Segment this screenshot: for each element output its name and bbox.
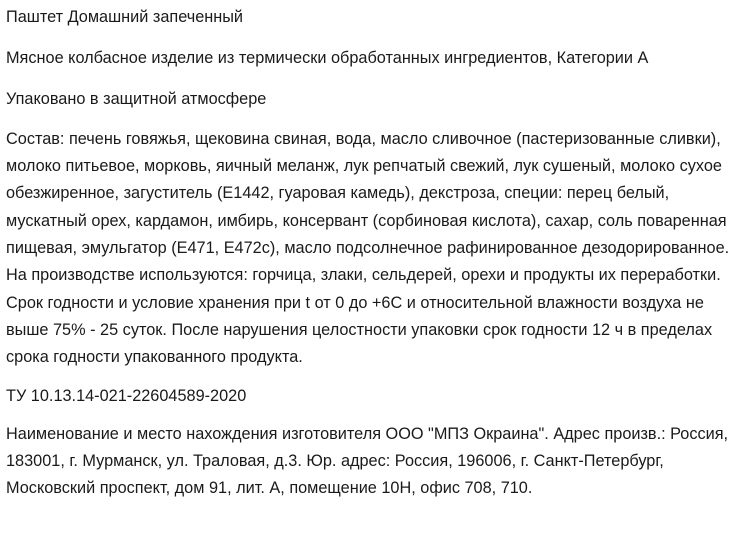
packaging-note: Упаковано в защитной атмосфере (6, 89, 267, 108)
product-category: Мясное колбасное изделие из термически обработанных ингредиентов, Категории А (6, 49, 649, 68)
manufacturer-info: Наименование и место нахождения изготовителя ООО "МПЗ Окраина". Адрес произв.: Россия, 183001, г. Мурманск, ул. Траловая, д.3. Юр. адрес: Россия, 196006, г. Санкт-Петербург, Московский проспект, дом 91, лит. А, помещение 10Н, офис 708, 710. (6, 424, 729, 498)
product-label-document (6, 4, 750, 503)
technical-specification: ТУ 10.13.14-021-22604589-2020 (6, 386, 247, 405)
composition-text: Состав: печень говяжья, щековина свиная, вода, масло сливочное (пастеризованные сливки), молоко питьевое, морковь, яичный меланж, лук репчатый свежий, лук сушеный, молоко сухое обезжиренное, загуститель (Е1442, гуаровая камедь), декстроза, специи: перец белый, мускатный орех, кардамон, имбирь, консервант (сорбиновая кислота), сахар, соль поваренная пищевая, эмульгатор (Е471, Е472с), масло подсолнечное рафинированное дезодорированное. На производстве используются: горчица, злаки, сельдерей, орехи и продукты их переработки. Срок годности и условие хранения при t от 0 до +6С и относительной влажности воздуха не выше 75% - 25 суток. После нарушения целостности упаковки срок годности 12 ч в пределах срока годности упакованного продукта. (6, 129, 730, 367)
product-title: Паштет Домашний запеченный (6, 8, 244, 26)
